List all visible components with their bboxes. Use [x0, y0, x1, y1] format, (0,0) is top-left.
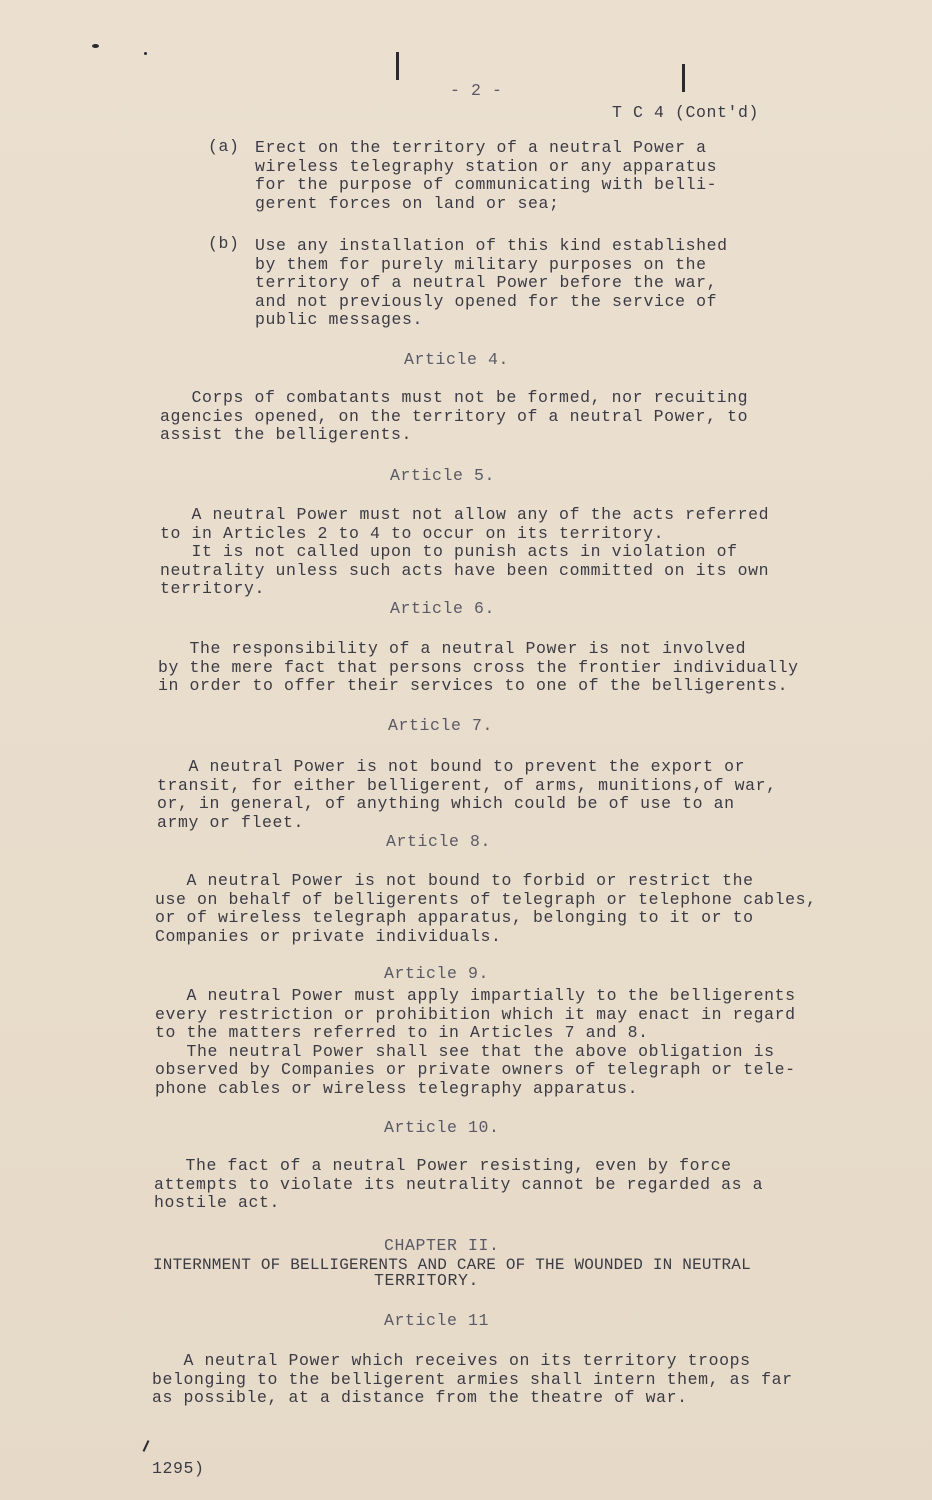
text-line: and not previously opened for the service of	[255, 291, 718, 311]
text-line: It is not called upon to punish acts in violation of	[160, 542, 738, 561]
text-line: to the matters referred to in Articles 7 and 8.	[155, 1023, 649, 1042]
text-line: hostile act.	[154, 1193, 281, 1212]
chapter-title-line-1: INTERNMENT OF BELLIGERENTS AND CARE OF THE WOUNDED IN NEUTRAL	[153, 1256, 751, 1274]
text-line: or of wireless telegraph apparatus, belonging to it or to	[155, 908, 754, 927]
text-line: A neutral Power is not bound to forbid or restrict the	[155, 871, 754, 890]
text-line: to in Articles 2 to 4 to occur on its territory.	[160, 523, 665, 543]
article-6-heading: Article 6.	[390, 599, 496, 618]
text-line: phone cables or wireless telegraphy apparatus.	[155, 1078, 639, 1098]
text-line: neutrality unless such acts have been committed on its own	[160, 560, 770, 580]
text-line: use on behalf of belligerents of telegraph or telephone cables,	[155, 889, 817, 909]
article-7-text	[157, 758, 777, 832]
item-b-text	[255, 237, 728, 330]
article-4-heading: Article 4.	[404, 350, 510, 369]
text-line: territory of a neutral Power before the war,	[255, 273, 718, 292]
punch-mark-left	[396, 52, 399, 80]
item-b-label: (b)	[208, 234, 240, 253]
text-line: The responsibility of a neutral Power is not involved	[158, 639, 747, 658]
article-11-heading: Article 11	[384, 1311, 490, 1330]
text-line: A neutral Power which receives on its territory troops	[152, 1351, 751, 1370]
article-10-text	[154, 1157, 763, 1213]
article-4-text	[160, 389, 748, 445]
item-a-label: (a)	[208, 137, 240, 156]
article-9-heading: Article 9.	[384, 964, 490, 983]
text-line: Use any installation of this kind established	[255, 236, 728, 255]
text-line: belonging to the belligerent armies shall intern them, as far	[152, 1369, 793, 1389]
text-line: public messages.	[255, 310, 424, 329]
text-line: wireless telegraphy station or any apparatus	[255, 156, 718, 176]
text-line: army or fleet.	[157, 812, 305, 832]
text-line: Companies or private individuals.	[155, 926, 502, 946]
text-line: by them for purely military purposes on the	[255, 254, 707, 274]
text-line: territory.	[160, 579, 266, 598]
text-line: by the mere fact that persons cross the frontier individually	[158, 657, 799, 677]
ink-mark	[92, 44, 99, 48]
text-line: The neutral Power shall see that the above obligation is	[155, 1041, 775, 1061]
text-line: Erect on the territory of a neutral Power a	[255, 138, 707, 157]
article-8-text	[155, 872, 817, 946]
document-reference: T C 4 (Cont'd)	[612, 103, 760, 122]
article-5-text	[160, 506, 769, 599]
ink-mark	[144, 52, 147, 55]
text-line: A neutral Power must apply impartially to the belligerents	[155, 986, 796, 1005]
ink-mark	[143, 1440, 150, 1452]
article-7-heading: Article 7.	[388, 716, 494, 735]
text-line: The fact of a neutral Power resisting, even by force	[154, 1156, 732, 1175]
text-line: in order to offer their services to one of the belligerents.	[158, 676, 789, 695]
text-line: attempts to violate its neutrality cannot be regarded as a	[154, 1174, 764, 1194]
article-9-text	[155, 987, 796, 1098]
chapter-number: CHAPTER II.	[384, 1236, 500, 1255]
text-line: or, in general, of anything which could be of use to an	[157, 794, 735, 813]
footer-code: 1295)	[152, 1459, 205, 1478]
text-line: for the purpose of communicating with belli-	[255, 175, 718, 194]
chapter-title-line-2: TERRITORY.	[374, 1271, 480, 1290]
article-11-text	[152, 1352, 793, 1408]
article-6-text	[158, 640, 799, 696]
page-number: - 2 -	[450, 81, 503, 100]
text-line: A neutral Power must not allow any of the acts referred	[160, 505, 770, 524]
article-5-heading: Article 5.	[390, 466, 496, 485]
text-line: assist the belligerents.	[160, 425, 413, 444]
article-10-heading: Article 10.	[384, 1118, 500, 1137]
text-line: transit, for either belligerent, of arms, munitions,of war,	[157, 775, 777, 795]
text-line: Corps of combatants must not be formed, nor recuiting	[160, 388, 749, 407]
text-line: agencies opened, on the territory of a neutral Power, to	[160, 406, 749, 426]
item-a-text	[255, 139, 717, 213]
article-8-heading: Article 8.	[386, 832, 492, 851]
text-line: observed by Companies or private owners of telegraph or tele-	[155, 1060, 796, 1079]
text-line: A neutral Power is not bound to prevent the export or	[157, 757, 746, 776]
text-line: as possible, at a distance from the theatre of war.	[152, 1388, 688, 1407]
text-line: every restriction or prohibition which it may enact in regard	[155, 1004, 796, 1024]
punch-mark-right	[682, 64, 685, 92]
text-line: gerent forces on land or sea;	[255, 193, 560, 213]
